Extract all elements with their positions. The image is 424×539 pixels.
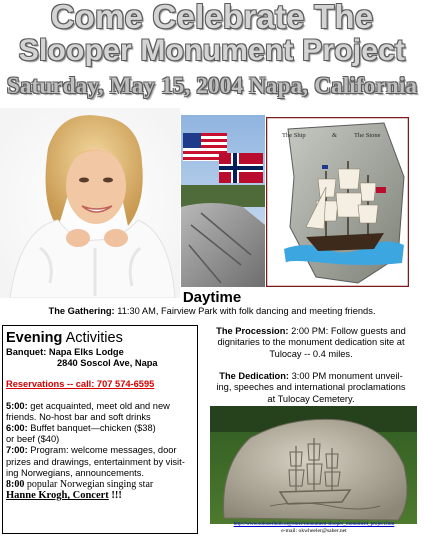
- schedule-text-500: get acquainted, meet old and new: [27, 400, 170, 411]
- schedule-item-700: [6, 445, 197, 456]
- schedule-text-600-cont: or beef ($40): [6, 434, 60, 445]
- dedication-label: The Dedication:: [219, 371, 290, 381]
- performer-suffix: !!!: [108, 490, 122, 502]
- daytime-heading: Daytime: [182, 289, 242, 306]
- procession-text-1: 2:00 PM: Follow guests and: [288, 326, 406, 336]
- evening-heading: [6, 330, 197, 346]
- time-700: 7:00:: [6, 445, 28, 456]
- carved-stone-monument-photo: [210, 406, 417, 524]
- procession-paragraph: [203, 326, 419, 360]
- procession-line-3: Tulocay -- 0.4 miles.: [269, 348, 353, 359]
- headline-date-location: Saturday, May 15, 2004 Napa, California: [6, 73, 418, 98]
- schedule-text-700-cont2: ing Norwegians, announcements.: [6, 467, 144, 478]
- ship-and-stone-artwork: [266, 117, 409, 287]
- stone-label: The Stone: [354, 132, 381, 139]
- time-500: 5:00:: [6, 400, 28, 411]
- banquet-venue: Banquet: Napa Elks Lodge: [6, 347, 124, 357]
- time-800: 8:00: [6, 479, 25, 491]
- gathering-line: [0, 306, 424, 316]
- performer-name: Hanne Krogh, Concert: [6, 490, 109, 502]
- project-website-link[interactable]: http://www.solooerhuib.org/emer/monument-slooper_monument_project.htm: [233, 521, 395, 527]
- evening-heading-bold: Evening: [6, 330, 63, 346]
- flags-and-monument-photo: [181, 115, 265, 287]
- dedication-line-3: at Tulocay Cemetery.: [267, 393, 355, 404]
- procession-line-2: dignitaries to the monument dedication site at: [217, 337, 405, 348]
- dedication-text-1: 3:00 PM monument unveil-: [289, 371, 403, 381]
- schedule-text-700-cont: prizes and drawings, entertainment by visit-: [6, 456, 185, 467]
- schedule-item-600: [6, 423, 197, 434]
- ampersand-label: &: [332, 132, 338, 139]
- procession-label: The Procession:: [216, 326, 289, 336]
- gathering-label: The Gathering:: [48, 306, 115, 316]
- performer-line: [6, 490, 197, 501]
- headline-line-1: Come Celebrate The: [50, 0, 374, 35]
- reservations-line[interactable]: Reservations -- call: 707 574-6595: [6, 379, 155, 390]
- evening-activities-box: [2, 325, 198, 534]
- procession-line-1: [203, 326, 419, 337]
- gathering-text: 11:30 AM, Fairview Park with folk dancing and meeting friends.: [114, 306, 376, 316]
- schedule-text-600: Buffet banquet—chicken ($38): [27, 423, 156, 434]
- time-600: 6:00:: [6, 423, 28, 434]
- schedule-text-700: Program: welcome messages, door: [27, 445, 177, 456]
- portrait-photo: [0, 108, 180, 298]
- evening-schedule: [6, 401, 197, 502]
- dedication-line-2: ing, speeches and international proclamations: [216, 382, 406, 393]
- schedule-text-800: popular Norwegian singing star: [24, 479, 154, 491]
- schedule-item-500: [6, 401, 197, 412]
- schedule-item-800: [6, 479, 197, 490]
- dedication-paragraph: [203, 371, 419, 405]
- headline-line-2: Slooper Monument Project: [18, 34, 406, 67]
- evening-heading-rest: Activities: [62, 330, 123, 346]
- banquet-address: 2840 Soscol Ave, Napa: [57, 358, 158, 369]
- contact-email[interactable]: e-mail: okwheeler@saber.net: [281, 528, 347, 534]
- dedication-line-1: [203, 371, 419, 382]
- schedule-text-500-cont: friends. No-host bar and soft drinks: [6, 411, 151, 422]
- ship-label: The Ship: [282, 132, 306, 139]
